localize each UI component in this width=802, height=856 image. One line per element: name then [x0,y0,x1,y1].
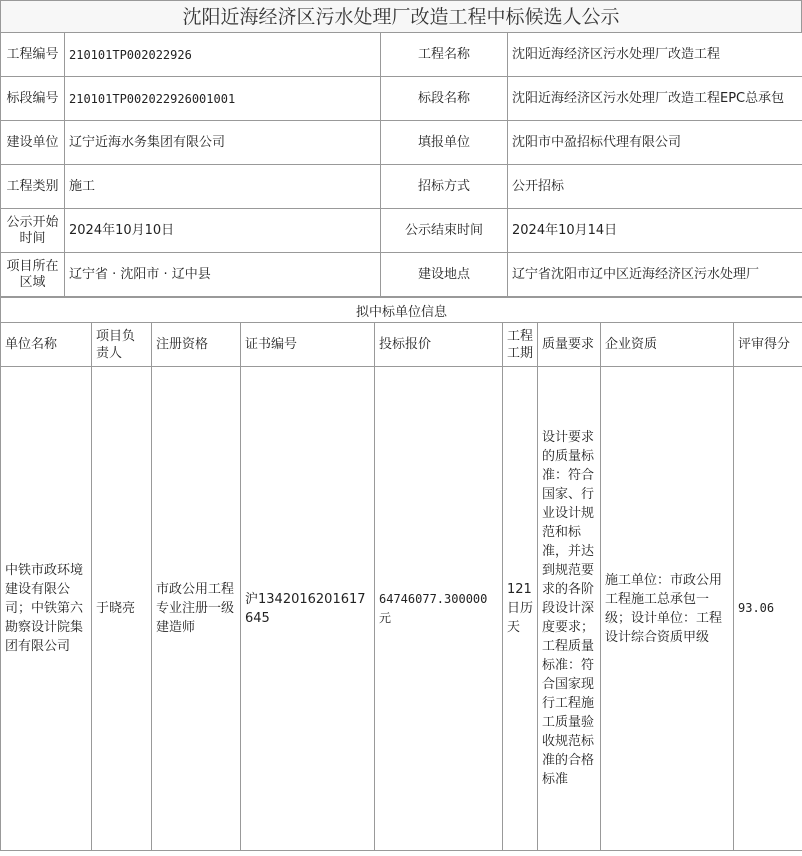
start-label: 公示开始时间 [1,209,65,253]
col-header-quality: 质量要求 [538,323,601,367]
col-header-period: 工程工期 [503,323,538,367]
col-header-price: 投标报价 [375,323,503,367]
project-no-label: 工程编号 [1,33,65,77]
type-value: 施工 [65,165,381,209]
project-info-table [0,32,802,297]
qualification-cell: 市政公用工程专业注册一级建造师 [152,367,241,851]
candidate-table [0,297,802,851]
score-cell: 93.06 [734,367,802,851]
col-header-qualification: 注册资格 [152,323,241,367]
section-no-label: 标段编号 [1,77,65,121]
site-value: 辽宁省沈阳市辽中区近海经济区污水处理厂 [508,253,802,297]
page-title: 沈阳近海经济区污水处理厂改造工程中标候选人公示 [0,0,802,32]
project-no-value: 210101TP002022926 [65,33,381,77]
method-label: 招标方式 [381,165,508,209]
col-header-cert: 证书编号 [241,323,375,367]
type-label: 工程类别 [1,165,65,209]
leader-cell: 于晓亮 [92,367,152,851]
project-name-value: 沈阳近海经济区污水处理厂改造工程 [508,33,802,77]
region-value: 辽宁省 · 沈阳市 · 辽中县 [65,253,381,297]
project-name-label: 工程名称 [381,33,508,77]
section-title: 拟中标单位信息 [1,298,802,323]
quality-cell: 设计要求的质量标准：符合国家、行业设计规范和标准，并达到规范要求的各阶段设计深度要求；工程质量标准：符合国家现行工程施工质量验收规范标准的合格标准 [538,367,601,851]
price-cell: 64746077.300000元 [375,367,503,851]
section-name-value: 沈阳近海经济区污水处理厂改造工程EPC总承包 [508,77,802,121]
end-label: 公示结束时间 [381,209,508,253]
col-header-enterprise: 企业资质 [601,323,734,367]
col-header-unit: 单位名称 [1,323,92,367]
end-value: 2024年10月14日 [508,209,802,253]
filer-label: 填报单位 [381,121,508,165]
table-row [1,367,802,851]
col-header-leader: 项目负责人 [92,323,152,367]
section-name-label: 标段名称 [381,77,508,121]
section-no-value: 210101TP002022926001001 [65,77,381,121]
period-cell: 121日历天 [503,367,538,851]
region-label: 项目所在区域 [1,253,65,297]
cert-cell: 沪1342016201617645 [241,367,375,851]
col-header-score: 评审得分 [734,323,802,367]
site-label: 建设地点 [381,253,508,297]
unit-cell: 中铁市政环境建设有限公司；中铁第六勘察设计院集团有限公司 [1,367,92,851]
filer-value: 沈阳市中盈招标代理有限公司 [508,121,802,165]
start-value: 2024年10月10日 [65,209,381,253]
method-value: 公开招标 [508,165,802,209]
enterprise-cell: 施工单位：市政公用工程施工总承包一级；设计单位：工程设计综合资质甲级 [601,367,734,851]
builder-value: 辽宁近海水务集团有限公司 [65,121,381,165]
builder-label: 建设单位 [1,121,65,165]
